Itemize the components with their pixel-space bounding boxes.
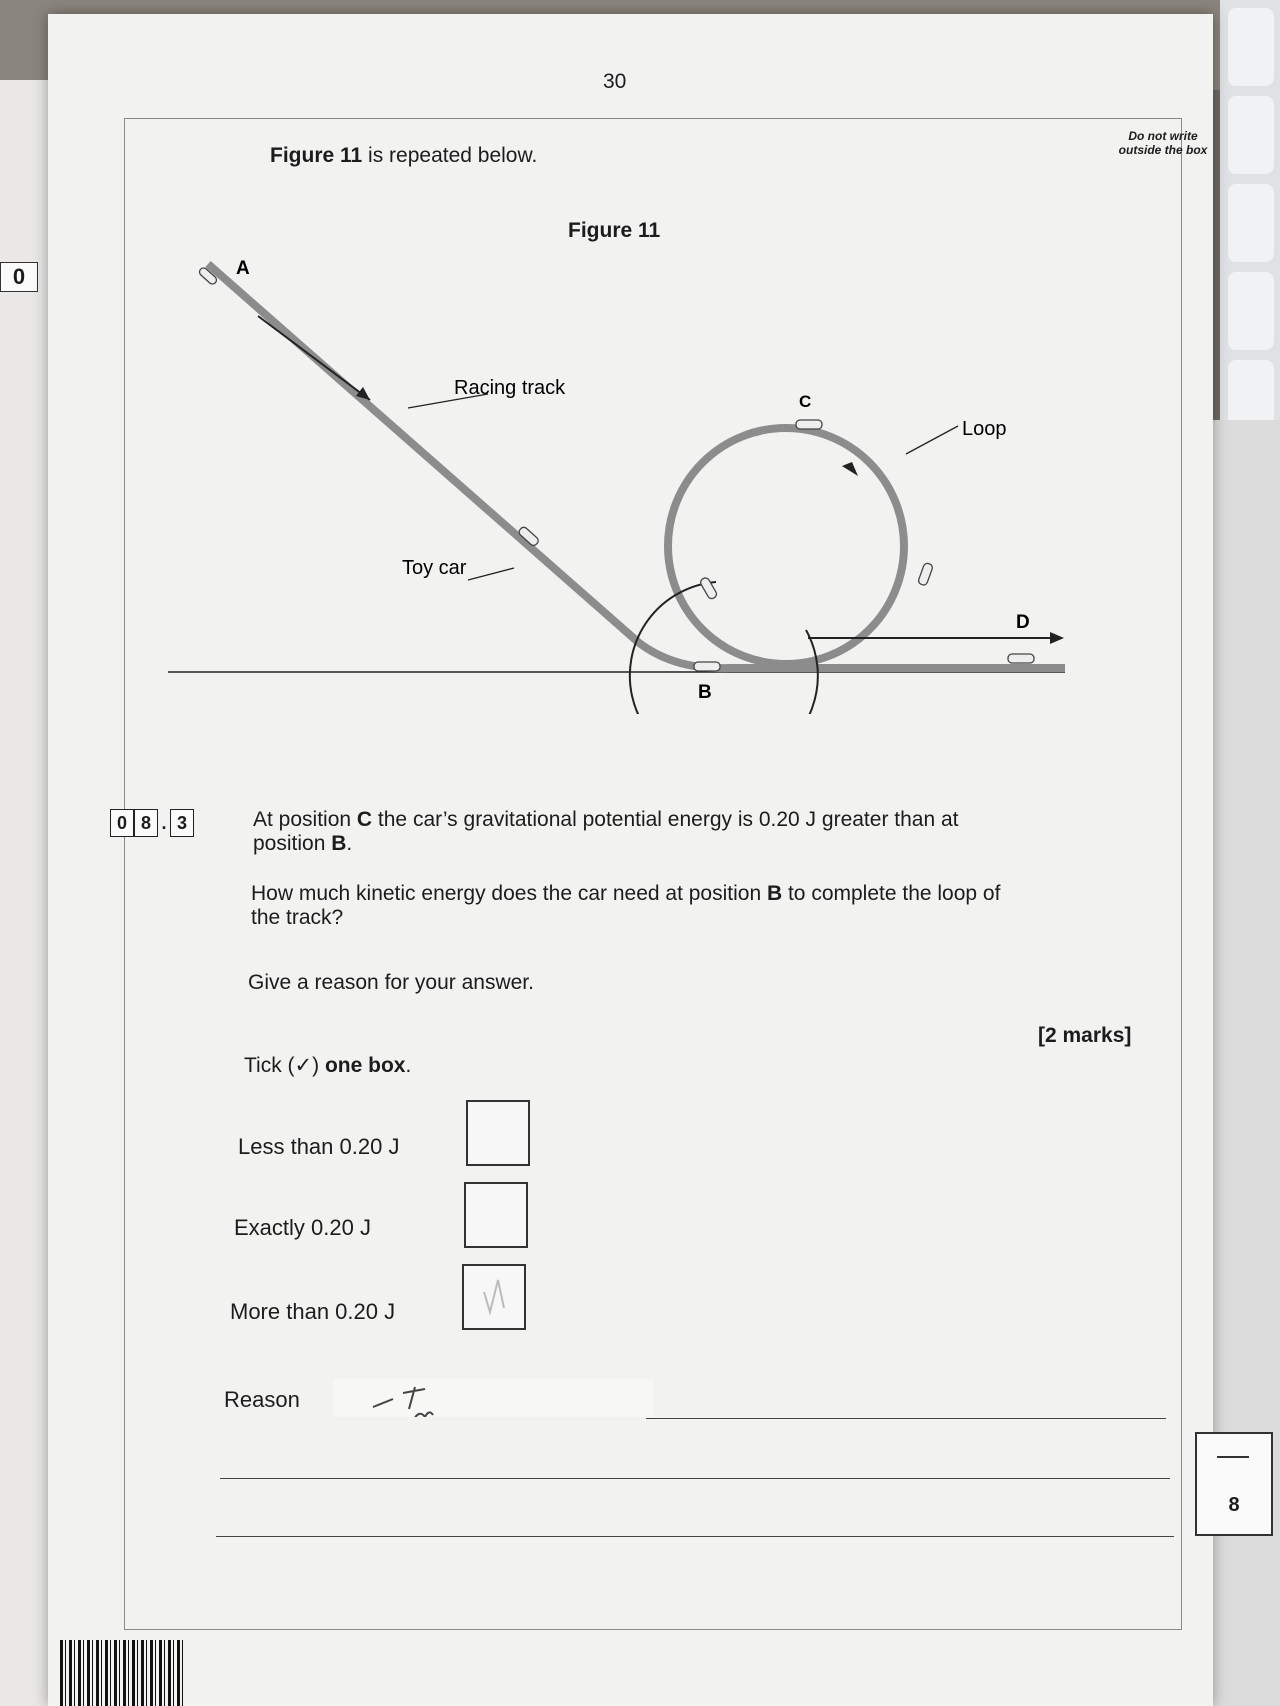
prompt-text: to complete the loop of	[782, 882, 1001, 905]
toy-car-loop-right	[917, 562, 933, 586]
toy-car-c	[796, 420, 822, 429]
marks-divider	[1217, 1456, 1249, 1458]
keyboard-key	[1228, 184, 1274, 262]
racing-track-figure	[48, 14, 1213, 714]
tick-mark-icon	[464, 1266, 524, 1328]
question-stem	[253, 808, 1033, 856]
answer-line[interactable]	[216, 1536, 1174, 1537]
answer-line[interactable]	[220, 1478, 1170, 1479]
toy-car-b	[694, 662, 720, 671]
question-dot: .	[161, 812, 167, 833]
left-edge-digit: 0	[0, 262, 38, 292]
margin-note: Do not write outside the box	[1118, 129, 1208, 157]
exam-page	[48, 14, 1213, 1706]
direction-arrow-line	[258, 316, 370, 400]
stem-text: At position	[253, 808, 357, 831]
tick-text: Tick (✓)	[244, 1054, 325, 1077]
stem-text: .	[346, 832, 353, 855]
stem-text: the car’s gravitational potential energy is 0.20 J greater than at	[372, 808, 959, 831]
figure-title: Figure 11	[568, 219, 661, 242]
toy-car-leader	[468, 568, 514, 580]
label-d: D	[1016, 612, 1030, 633]
keyboard-edge	[1220, 0, 1280, 470]
marks-label: [2 marks]	[1038, 1024, 1132, 1047]
tick-text: .	[405, 1054, 412, 1077]
label-b: B	[698, 682, 712, 703]
option-label-more: More than 0.20 J	[230, 1299, 396, 1324]
tick-box-less[interactable]	[466, 1100, 530, 1166]
question-digit: 0	[110, 809, 134, 837]
tick-box-exactly[interactable]	[464, 1182, 528, 1248]
question-digit: 3	[170, 809, 194, 837]
total-marks: 8	[1228, 1494, 1240, 1516]
label-c: C	[799, 392, 812, 411]
toy-car-loop-left	[699, 576, 718, 600]
reason-prompt: Give a reason for your answer.	[248, 971, 534, 994]
figure-intro-text: is repeated below.	[368, 144, 538, 167]
option-label-less: Less than 0.20 J	[238, 1134, 400, 1159]
option-label-exactly: Exactly 0.20 J	[234, 1215, 371, 1240]
loop-arrowhead	[842, 462, 858, 476]
prompt-text: the track?	[251, 906, 344, 929]
prompt-bold: B	[766, 882, 783, 905]
question-digit: 8	[134, 809, 158, 837]
reason-label: Reason	[224, 1387, 300, 1412]
question-number	[110, 809, 194, 837]
toy-car-d	[1008, 654, 1034, 663]
tick-instruction	[244, 1054, 411, 1078]
prompt-text: How much kinetic energy does the car need at position	[251, 882, 767, 905]
label-loop: Loop	[962, 418, 1007, 440]
answer-line[interactable]	[646, 1418, 1166, 1419]
loop-leader	[906, 426, 958, 454]
barcode	[60, 1640, 185, 1706]
stem-bold: B	[331, 832, 347, 855]
exit-arrowhead	[1050, 632, 1064, 644]
keyboard-key	[1228, 8, 1274, 86]
keyboard-key	[1228, 272, 1274, 350]
erased-answer	[333, 1379, 653, 1417]
handwriting-mark	[333, 1379, 653, 1417]
tick-bold: one box	[324, 1054, 406, 1077]
label-a: A	[236, 258, 250, 279]
stem-bold: C	[356, 808, 373, 831]
page-number: 30	[603, 70, 627, 93]
label-toy-car: Toy car	[402, 557, 467, 579]
loop-circle	[668, 428, 904, 664]
figure-ref: Figure 11	[270, 144, 363, 167]
stem-text: position	[253, 832, 332, 855]
racing-track-path	[208, 264, 1065, 668]
marks-total-box	[1195, 1432, 1273, 1536]
keyboard-key	[1228, 96, 1274, 174]
label-racing-track: Racing track	[454, 377, 566, 399]
question-prompt	[251, 882, 1071, 930]
tick-box-more[interactable]	[462, 1264, 526, 1330]
